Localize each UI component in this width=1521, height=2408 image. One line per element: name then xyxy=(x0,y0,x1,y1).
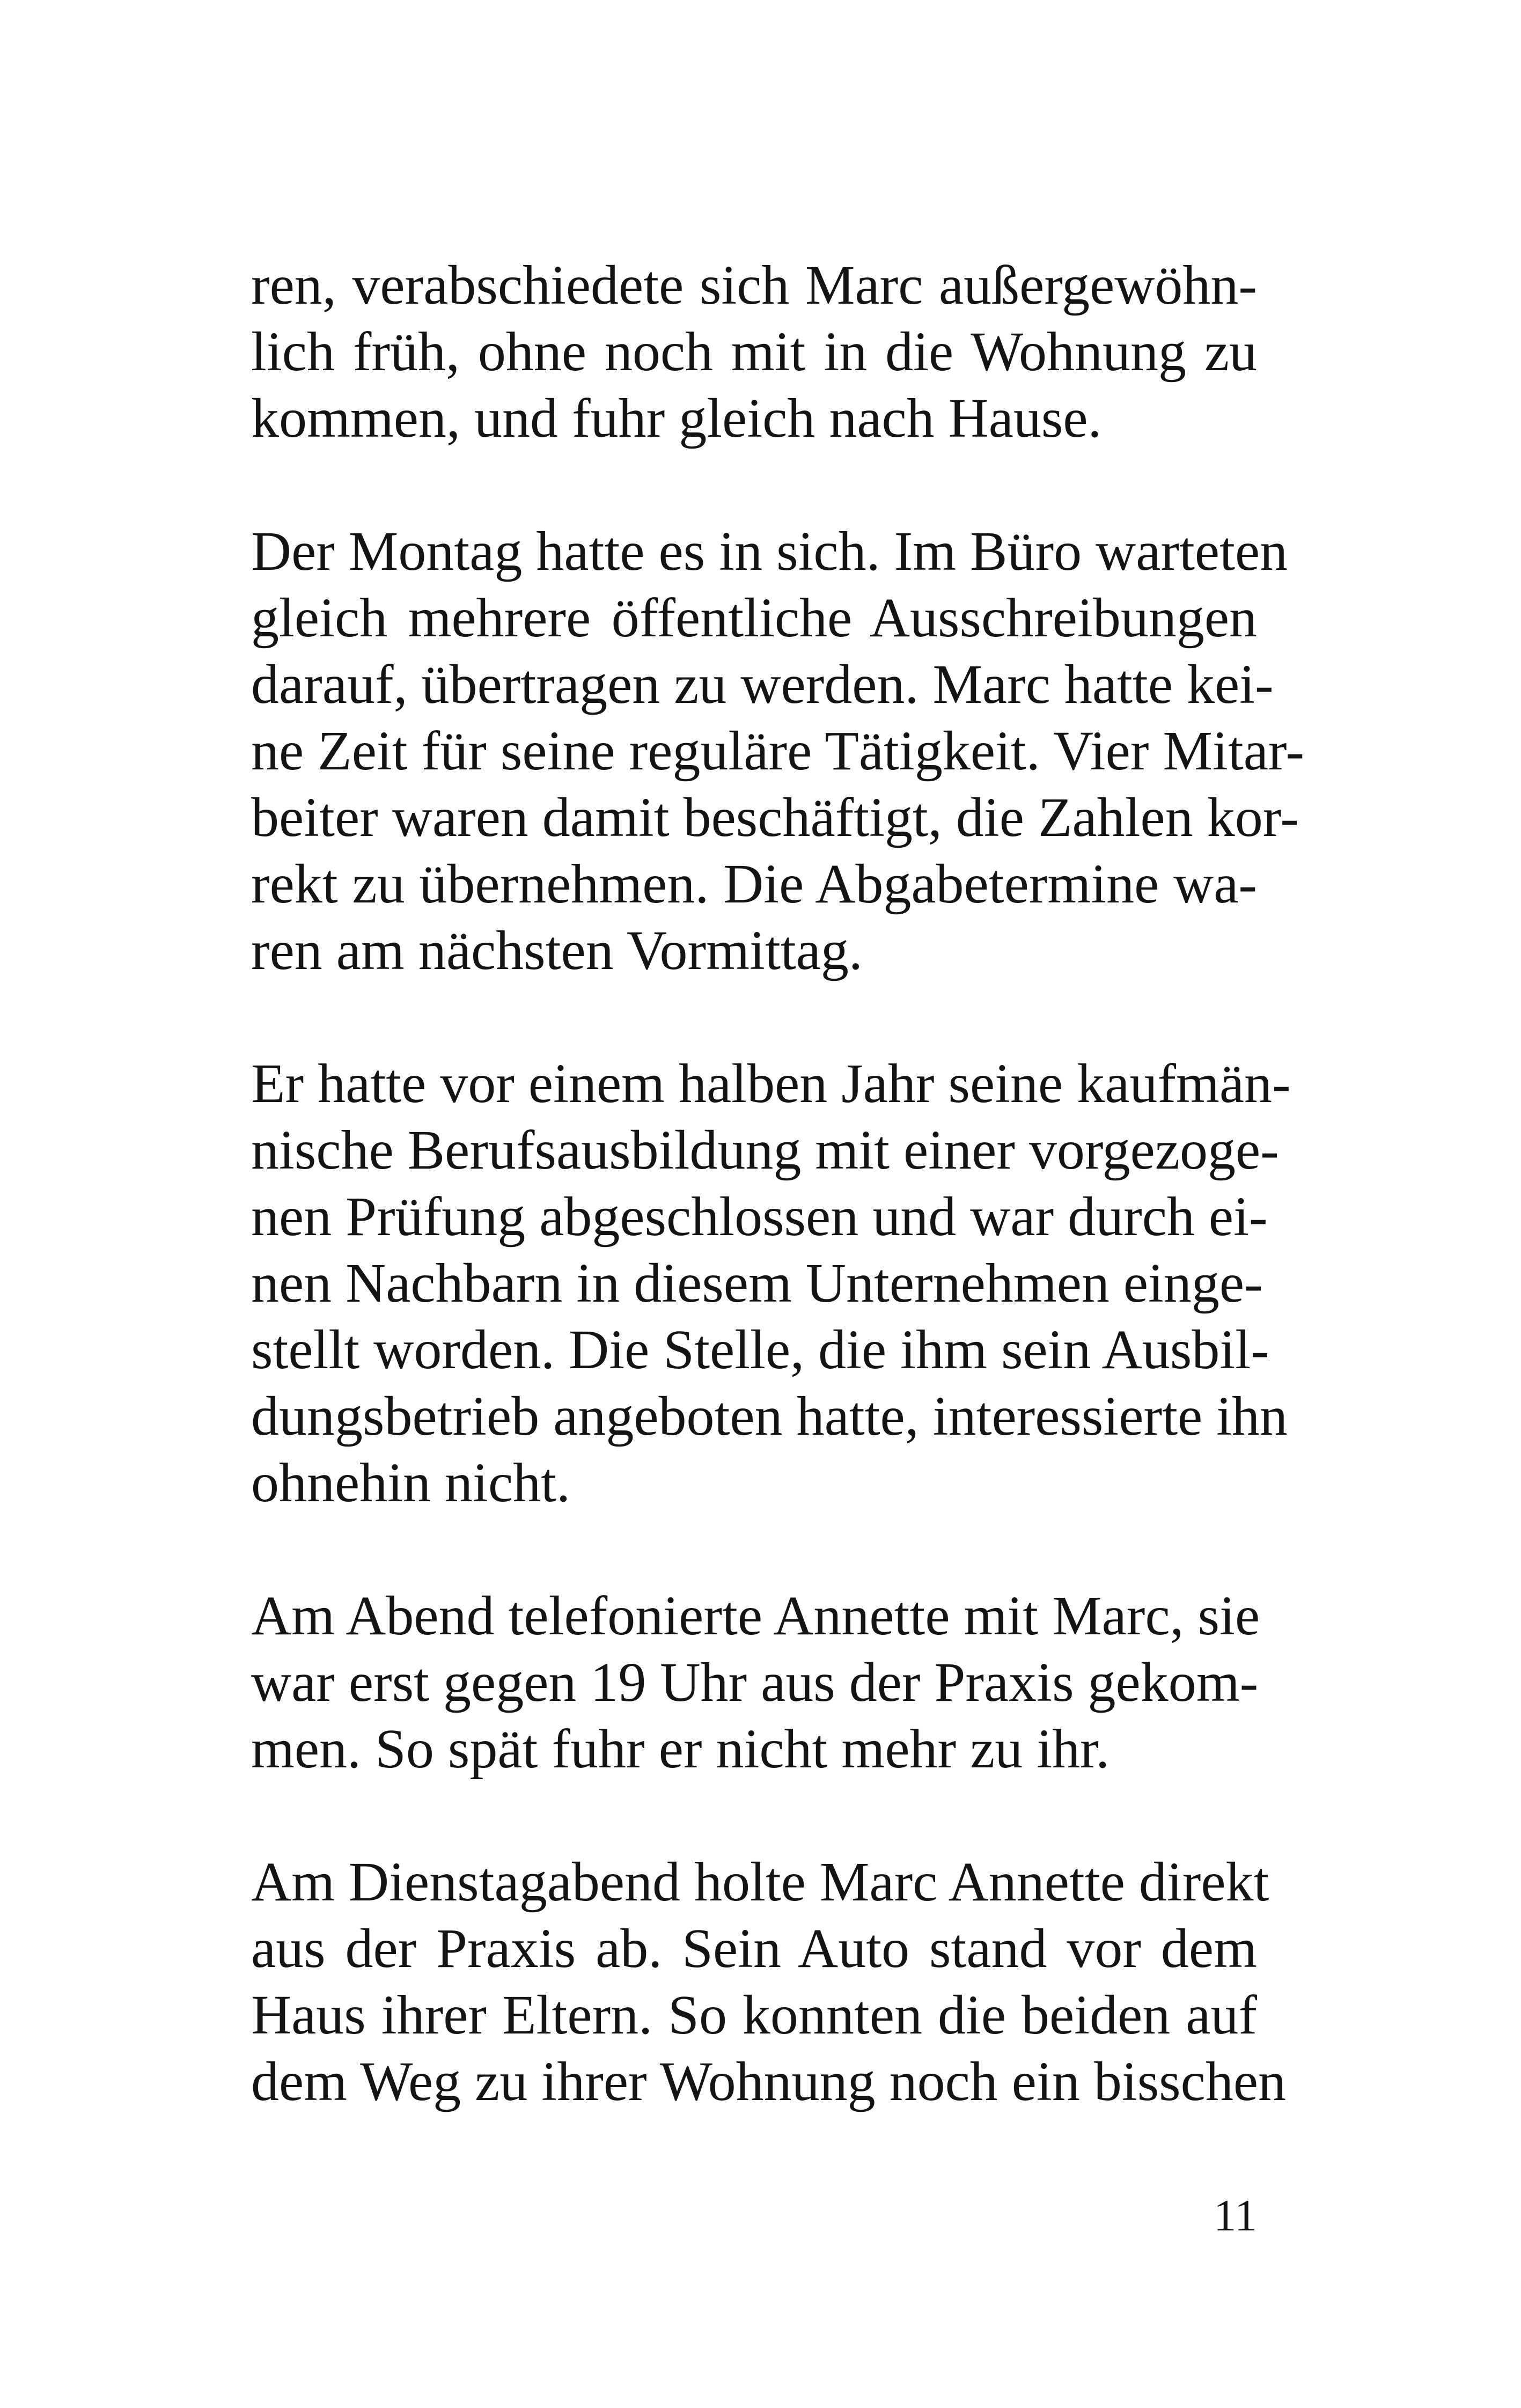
text-line: men. So spät fuhr er nicht mehr zu ihr. xyxy=(251,1718,1110,1780)
text-line: ren, verabschiedete sich Marc außergewöhn- xyxy=(251,254,1257,316)
paragraph xyxy=(251,518,1305,984)
text-line: Am Dienstagabend holte Marc Annette direkt xyxy=(251,1851,1269,1913)
text-line: darauf, übertragen zu werden. Marc hatte kei- xyxy=(251,654,1274,715)
text-line: Der Montag hatte es in sich. Im Büro warteten xyxy=(251,520,1288,582)
text-line: dem Weg zu ihrer Wohnung noch ein bisschen xyxy=(251,2051,1286,2112)
paragraph xyxy=(251,1051,1291,1516)
text-line: dungsbetrieb angeboten hatte, interessierte ihn xyxy=(251,1385,1288,1447)
text-line: war erst gegen 19 Uhr aus der Praxis gekom- xyxy=(251,1651,1259,1713)
text-line: kommen, und fuhr gleich nach Hause. xyxy=(251,387,1102,449)
text-line: aus der Praxis ab. Sein Auto stand vor dem xyxy=(251,1918,1257,1979)
text-line: stellt worden. Die Stelle, die ihm sein Ausbil- xyxy=(251,1319,1269,1381)
text-line: nen Nachbarn in diesem Unternehmen einge- xyxy=(251,1252,1263,1314)
paragraph xyxy=(251,1583,1260,1782)
text-line: beiter waren damit beschäftigt, die Zahlen kor- xyxy=(251,787,1299,848)
text-line: Er hatte vor einem halben Jahr seine kaufmän- xyxy=(251,1053,1291,1114)
text-line: lich früh, ohne noch mit in die Wohnung zu xyxy=(251,321,1257,383)
text-line: ren am nächsten Vormittag. xyxy=(251,920,863,981)
text-line: nen Prüfung abgeschlossen und war durch ei- xyxy=(251,1186,1268,1247)
text-line: ohnehin nicht. xyxy=(251,1452,571,1514)
text-line: rekt zu übernehmen. Die Abgabetermine wa- xyxy=(251,853,1257,915)
paragraph xyxy=(251,252,1257,452)
text-line: gleich mehrere öffentliche Ausschreibungen xyxy=(251,587,1257,649)
paragraph xyxy=(251,1849,1286,2115)
body-text xyxy=(251,252,1305,2182)
text-line: Haus ihrer Eltern. So konnten die beiden auf xyxy=(251,1984,1257,2046)
page-number: 11 xyxy=(1214,2191,1257,2241)
text-line: nische Berufsausbildung mit einer vorgezoge- xyxy=(251,1119,1279,1181)
text-line: Am Abend telefonierte Annette mit Marc, sie xyxy=(251,1585,1260,1647)
text-line: ne Zeit für seine reguläre Tätigkeit. Vier Mitar- xyxy=(251,720,1305,782)
